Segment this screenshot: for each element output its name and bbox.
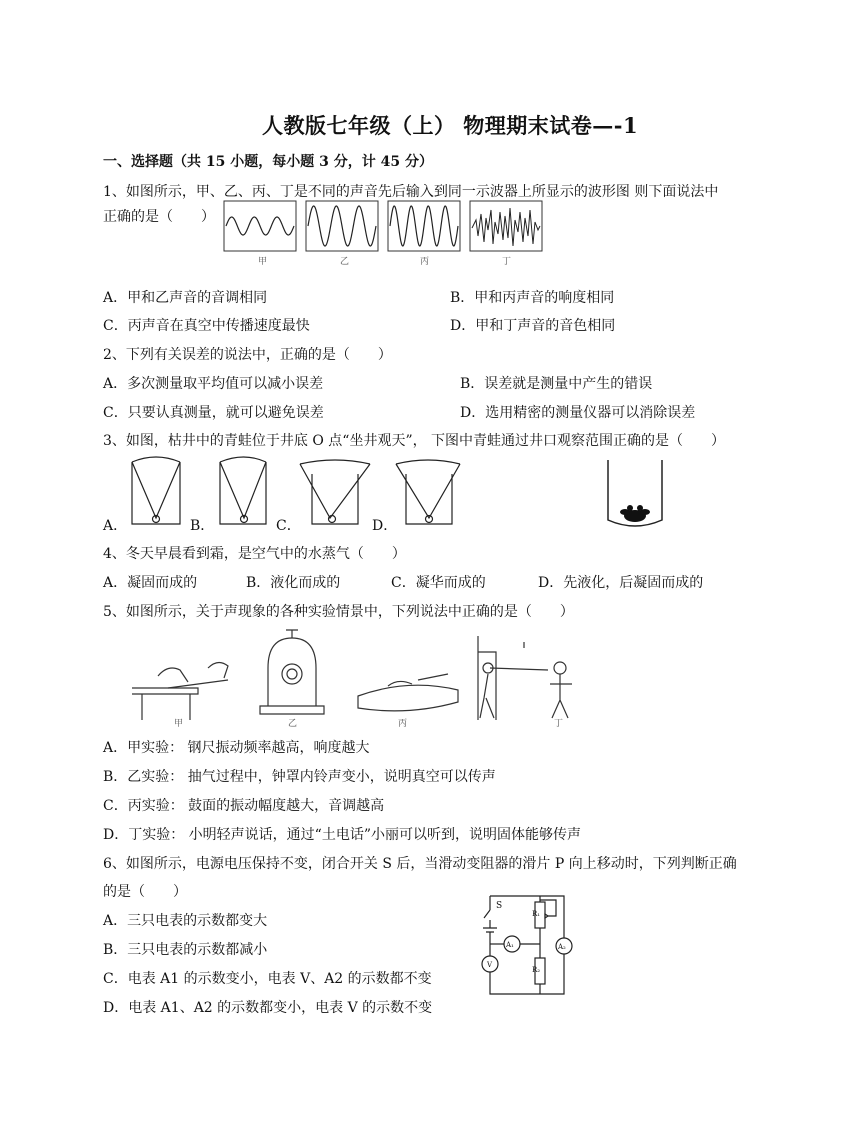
circuit-label-a1: A₁ [506, 941, 514, 949]
q4-option-a: A．凝固而成的 [103, 575, 198, 591]
circuit-label-v: V [487, 961, 493, 969]
wave-label-bing: 丙 [420, 257, 430, 267]
q5-option-d: D．丁实验： 小明轻声说话，通过“土电话”小丽可以听到，说明固体能够传声 [103, 827, 581, 843]
question-4-stem: 4、冬天早晨看到霜，是空气中的水蒸气（ ） [103, 546, 406, 562]
q3-label-d: D． [372, 518, 398, 534]
question-2-stem: 2、下列有关误差的说法中，正确的是（ ） [103, 347, 392, 363]
q1-option-a: A．甲和乙声音的音调相同 [103, 290, 268, 306]
q6-option-b: B．三只电表的示数都减小 [103, 942, 268, 958]
q2-option-d: D．选用精密的测量仪器可以消除误差 [460, 405, 696, 421]
circuit-label-a2: A₂ [558, 943, 566, 951]
q4-option-c: C．凝华而成的 [391, 575, 486, 591]
q6-option-d: D．电表 A1、A2 的示数都变小，电表 V 的示数不变 [103, 1000, 433, 1016]
exp-label-ding: 丁 [554, 719, 564, 729]
q2-option-a: A．多次测量取平均值可以减小误差 [103, 376, 324, 392]
q1-option-d: D．甲和丁声音的音色相同 [450, 318, 616, 334]
q5-option-a: A．甲实验： 钢尺振动频率越高，响度越大 [103, 740, 370, 756]
question-1-stem: 1、如图所示，甲、乙、丙、丁是不同的声音先后输入到同一示波器上所显示的波形图 则下面说法中 [103, 184, 719, 200]
frog-well-figure [600, 452, 670, 532]
exp-label-yi: 乙 [288, 719, 298, 729]
q5-option-c: C．丙实验： 鼓面的振动幅度越大，音调越高 [103, 798, 385, 814]
question-6-stem: 6、如图所示，电源电压保持不变，闭合开关 S 后，当滑动变阻器的滑片 P 向上移动时，下列判断正确 [103, 856, 737, 872]
q4-option-b: B．液化而成的 [246, 575, 341, 591]
question-1-stem-2: 正确的是（ ） [103, 209, 215, 225]
question-5-stem: 5、如图所示，关于声现象的各种实验情景中，下列说法中正确的是（ ） [103, 604, 574, 620]
q3-label-a: A． [103, 518, 128, 534]
circuit-label-s: S [496, 901, 503, 911]
q3-label-b: B． [190, 518, 215, 534]
q6-option-c: C．电表 A1 的示数变小，电表 V、A2 的示数都不变 [103, 971, 432, 987]
exp-label-jia: 甲 [174, 719, 184, 729]
q5-option-b: B．乙实验： 抽气过程中，钟罩内铃声变小，说明真空可以传声 [103, 769, 496, 785]
wave-label-ding: 丁 [502, 257, 512, 267]
q2-option-b: B．误差就是测量中产生的错误 [460, 376, 653, 392]
q4-option-d: D．先液化，后凝固而成的 [538, 575, 704, 591]
circuit-label-r1: R₁ [532, 910, 541, 918]
circuit-label-r2: R₂ [532, 966, 541, 974]
wave-label-jia: 甲 [258, 257, 268, 267]
question-3-stem: 3、如图，枯井中的青蛙位于井底 O 点“坐井观天”， 下图中青蛙通过井口观察范围正确的是（ ） [103, 433, 726, 449]
section-heading: 一、选择题（共 15 小题，每小题 3 分，计 45 分） [103, 154, 433, 170]
exp-label-bing: 丙 [398, 719, 408, 729]
q2-option-c: C．只要认真测量，就可以避免误差 [103, 405, 324, 421]
question-6-stem-2: 的是（ ） [103, 884, 187, 900]
q6-option-a: A．三只电表的示数都变大 [103, 913, 268, 929]
wave-label-yi: 乙 [340, 257, 350, 267]
page-title: 人教版七年级（上） 物理期末试卷—-1 [262, 113, 639, 138]
q3-label-c: C． [276, 518, 301, 534]
circuit-diagram [478, 888, 590, 1000]
sound-experiments-figure [128, 628, 584, 728]
q1-option-b: B．甲和丙声音的响度相同 [450, 290, 615, 306]
waveform-figure [222, 200, 547, 272]
q1-option-c: C．丙声音在真空中传播速度最快 [103, 318, 310, 334]
